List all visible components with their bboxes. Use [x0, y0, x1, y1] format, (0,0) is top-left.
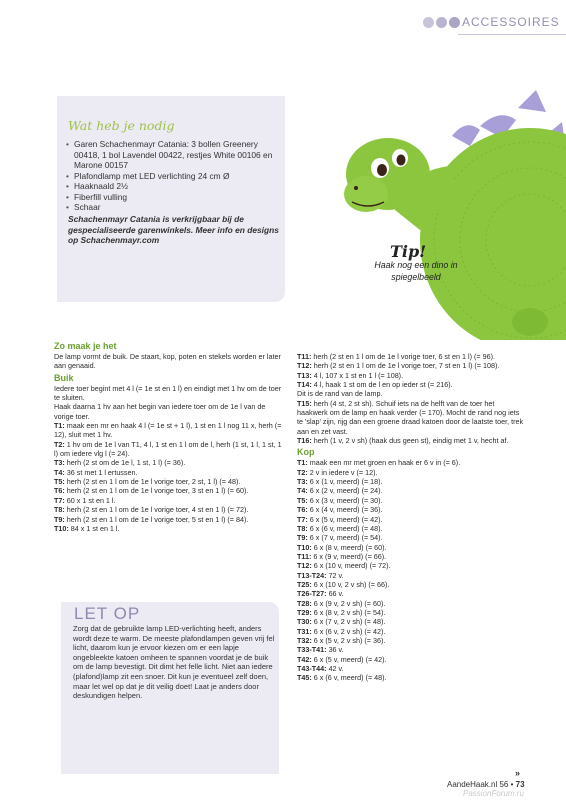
- round-row: [297, 436, 527, 445]
- round-row: [54, 440, 282, 459]
- section-heading: Kop: [297, 447, 315, 458]
- round-label: T26-T27:: [297, 589, 327, 599]
- round-row: [297, 636, 527, 645]
- round-row: [297, 533, 527, 542]
- round-text: 6 x (8 v, 2 v sh) (= 54).: [313, 607, 386, 617]
- round-text: 6 x (6 v, meerd) (= 48).: [313, 673, 387, 683]
- leg-shape: [512, 308, 548, 336]
- round-text: 6 x (9 v, 2 v sh) (= 60).: [313, 598, 386, 608]
- section-header: [0, 12, 566, 34]
- round-text: 1 hv om de 1e l van T1, 4 l, 1 st en 1 l om de l, herh (1 st, 1 l, 1 st, 1 l) om iedere vlg l (= 24).: [54, 439, 282, 459]
- round-row: [54, 505, 282, 514]
- round-row: [54, 477, 282, 486]
- round-row: [297, 645, 527, 654]
- round-text: 60 x 1 st en 1 l.: [66, 495, 116, 505]
- round-text: 6 x (6 v, meerd) (= 48).: [309, 523, 383, 533]
- continue-arrow-icon: »: [515, 768, 521, 778]
- round-label: T2:: [297, 467, 308, 477]
- eye-pupil-shape: [377, 164, 387, 176]
- warning-text: Zorg dat de gebruikte lamp LED-verlichting heeft, anders wordt deze te warm. De meeste plafondlampen geven vrij fel licht, daarom kun je ervoor kiezen om er een lapje ongebleekte katoen omheen te spannen voordat je de buik om de lamp bevestigt. Dit dimt het felle licht. Niet aan iedere (plafond)lamp zit een snoer. Dit kun je eventueel zelf doen, maar let wel op dat je dit veilig doet! Laat je anders door deskundigen helpen.: [73, 624, 275, 701]
- round-label: T6:: [297, 505, 308, 515]
- round-label: T11:: [297, 551, 312, 561]
- round-row: [297, 561, 527, 570]
- eye-pupil-shape: [397, 155, 406, 166]
- round-label: T6:: [54, 486, 65, 496]
- round-label: T12:: [297, 561, 312, 571]
- round-row: [297, 664, 527, 673]
- round-row: [297, 458, 527, 467]
- round-text: 36 st met 1 l ertussen.: [66, 467, 138, 477]
- dino-lamp-photo: [340, 90, 566, 340]
- round-row: [297, 399, 527, 436]
- nostril-shape: [354, 186, 358, 190]
- round-text: 6 x (5 v, 2 v sh) (= 36).: [313, 635, 386, 645]
- materials-title: Wat heb je nodig: [68, 118, 175, 133]
- round-text: 4 l, 107 x 1 st en 1 l (= 108).: [313, 370, 404, 380]
- dot-icon: [423, 17, 434, 28]
- round-label: T2:: [54, 439, 65, 449]
- round-label: T10:: [297, 542, 312, 552]
- paragraph: Iedere toer begint met 4 l (= 1e st en 1 l) en eindigt met 1 hv om de toer te sluiten.: [54, 383, 282, 403]
- round-text: 6 x (2 v, meerd) (= 24).: [309, 486, 383, 496]
- round-label: T10:: [54, 523, 69, 533]
- page-footer: [447, 780, 525, 789]
- round-text: herh (2 st en 1 l om de 1e l vorige toer, 3 st en 1 l) (= 60).: [66, 486, 249, 496]
- round-label: T15:: [297, 398, 312, 408]
- round-row: [297, 361, 527, 370]
- paragraph: Haak daarna 1 hv aan het begin van iedere toer om de 1e l van de vorige toer.: [54, 402, 266, 421]
- round-label: T14:: [297, 380, 312, 390]
- round-row: [54, 515, 282, 524]
- instructions-column-left: [54, 339, 282, 533]
- round-text: 6 x (6 v, 2 v sh) (= 42).: [313, 626, 386, 636]
- round-row: [297, 486, 527, 495]
- section-label: ACCESSOIRES: [462, 15, 560, 29]
- round-row: [297, 599, 527, 608]
- list-item: • Plafondlamp met LED verlichting 24 cm Ø: [66, 171, 280, 182]
- warning-title: LET OP: [74, 604, 141, 623]
- list-item: • Schaar: [66, 202, 280, 213]
- round-row: [54, 458, 282, 467]
- footer-separator: •: [510, 780, 514, 789]
- round-text: 6 x (3 v, meerd) (= 30).: [309, 495, 383, 505]
- dot-icon: [449, 17, 460, 28]
- round-label: T31:: [297, 626, 312, 636]
- round-text: herh (2 st en 1 l om de 1e l vorige toer, 5 st en 1 l) (= 84).: [66, 514, 249, 524]
- round-text: herh (2 st en 1 l om de 1e l vorige toer, 4 st en 1 l) (= 72).: [66, 505, 249, 515]
- list-item: • Fiberfill vulling: [66, 192, 280, 203]
- round-label: T11:: [297, 352, 312, 361]
- page-number: 73: [515, 780, 525, 789]
- round-row: [297, 524, 527, 533]
- dot-icon: [436, 17, 447, 28]
- round-label: T8:: [54, 505, 65, 515]
- round-text: 4 l, haak 1 st om de l en op ieder st (= 216).: [313, 380, 453, 390]
- round-label: T29:: [297, 607, 312, 617]
- round-text: 6 x (10 v, 2 v sh) (= 66).: [313, 579, 390, 589]
- decorative-dots: [423, 17, 460, 28]
- paragraph: De lamp vormt de buik. De staart, kop, poten en stekels worden er later aan genaaid.: [54, 352, 281, 371]
- round-label: T32:: [297, 635, 312, 645]
- round-text: maak een mr met groen en haak er 6 v in (= 6).: [309, 458, 461, 468]
- round-row: [297, 552, 527, 561]
- round-text: 6 x (9 v, meerd) (= 66).: [313, 551, 387, 561]
- round-text: maak een mr en haak 4 l (= 1e st + 1 l), 1 st en 1 l nog 11 x, herh (= 12), sluit met 1 hv.: [54, 421, 282, 440]
- round-row: [54, 468, 282, 477]
- round-row: [297, 468, 527, 477]
- round-label: T43-T44:: [297, 664, 327, 673]
- dino-illustration: [340, 90, 566, 340]
- round-label: T42:: [297, 654, 312, 664]
- tip-title: Tip!: [390, 242, 427, 261]
- round-row: [297, 543, 527, 552]
- round-text: 2 v in iedere v (= 12).: [309, 467, 378, 477]
- round-text: 42 v.: [328, 664, 344, 673]
- round-row: [54, 496, 282, 505]
- round-row: [54, 486, 282, 495]
- paragraph: Dit is de rand van de lamp.: [297, 389, 383, 399]
- round-row: [297, 580, 527, 589]
- round-label: T16:: [297, 436, 312, 446]
- round-text: 36 v.: [328, 645, 344, 655]
- round-row: [297, 617, 527, 626]
- round-text: herh (2 st en 1 l om de 1e l vorige toer, 2 st, 1 l) (= 48).: [66, 477, 241, 487]
- round-text: 66 v.: [328, 589, 344, 599]
- round-label: T13-T24:: [297, 570, 327, 580]
- spike-shape: [518, 90, 546, 112]
- round-row: [297, 515, 527, 524]
- round-label: T3:: [297, 477, 308, 487]
- round-row: [297, 505, 527, 514]
- round-row: [297, 673, 527, 682]
- round-text: 84 x 1 st en 1 l.: [70, 523, 120, 533]
- round-row: [297, 571, 527, 580]
- round-label: T7:: [54, 495, 65, 505]
- round-label: T13:: [297, 370, 312, 380]
- round-label: T1:: [297, 458, 308, 468]
- round-row: [54, 421, 282, 440]
- round-row: [297, 627, 527, 636]
- section-heading: Buik: [54, 372, 74, 383]
- magazine-name: AandeHaak.nl 56: [447, 780, 509, 789]
- round-label: T28:: [297, 598, 312, 608]
- round-text: 6 x (5 v, meerd) (= 42).: [309, 514, 383, 524]
- round-label: T7:: [297, 514, 308, 524]
- round-text: 6 x (8 v, meerd) (= 60).: [313, 542, 387, 552]
- round-text: 6 x (1 v, meerd) (= 18).: [309, 477, 383, 487]
- round-text: herh (4 st, 2 st sh). Schuif iets na de helft van de toer het haakwerk om de lamp en haak verder (= 170). Mocht de rand nog iets te 'slap' zijn, rijg dan een groene draad katoen door de laatste toer, trek aan en zet vast.: [297, 398, 524, 436]
- round-text: 6 x (4 v, meerd) (= 36).: [309, 505, 383, 515]
- round-text: 6 x (7 v, 2 v sh) (= 48).: [313, 617, 386, 627]
- list-item: • Haaknaald 2½: [66, 181, 280, 192]
- round-label: T5:: [54, 477, 65, 487]
- list-item: • Garen Schachenmayr Catania: 3 bollen Greenery 00418, 1 bol Lavendel 00422, restjes White 00106 en Marone 00157: [66, 139, 280, 171]
- round-row: [297, 608, 527, 617]
- round-label: T12:: [297, 361, 312, 371]
- round-label: T4:: [297, 486, 308, 496]
- round-text: 6 x (10 v, meerd) (= 72).: [313, 561, 391, 571]
- watermark: PassionForum.ru: [463, 789, 524, 798]
- section-heading: Zo maak je het: [54, 341, 117, 351]
- round-text: 6 x (5 v, meerd) (= 42).: [313, 654, 387, 664]
- round-row: [297, 477, 527, 486]
- round-text: 6 x (7 v, meerd) (= 54).: [309, 533, 383, 543]
- round-text: 72 v.: [328, 570, 344, 580]
- round-text: herh (2 st en 1 l om de 1e l vorige toer, 6 st en 1 l) (= 96).: [313, 352, 495, 361]
- round-label: T8:: [297, 523, 308, 533]
- round-row: [297, 380, 527, 389]
- round-label: T25:: [297, 579, 312, 589]
- round-row: [297, 655, 527, 664]
- round-label: T30:: [297, 617, 312, 627]
- round-text: herh (1 v, 2 v sh) (haak dus geen st), eindig met 1 v, hecht af.: [313, 436, 509, 446]
- round-label: T9:: [54, 514, 65, 524]
- round-label: T4:: [54, 467, 65, 477]
- tip-text: Haak nog een dino in spiegelbeeld: [374, 260, 458, 282]
- round-label: T3:: [54, 458, 65, 468]
- round-row: [297, 352, 527, 361]
- header-divider: [458, 34, 566, 35]
- round-row: [297, 371, 527, 380]
- body-disc-shape: [420, 128, 566, 340]
- round-label: T33-T41:: [297, 645, 327, 655]
- availability-note: Schachenmayr Catania is verkrijgbaar bij de gespecialiseerde garenwinkels. Meer info en designs op Schachenmayr.com: [68, 214, 279, 245]
- round-label: T9:: [297, 533, 308, 543]
- round-row: [297, 589, 527, 598]
- round-label: T1:: [54, 421, 65, 431]
- round-label: T5:: [297, 495, 308, 505]
- round-label: T45:: [297, 673, 312, 683]
- materials-list: [66, 139, 280, 213]
- round-text: herh (2 st en 1 l om de 1e l vorige toer, 7 st en 1 l) (= 108).: [313, 361, 500, 371]
- round-row: [54, 524, 282, 533]
- round-row: [297, 496, 527, 505]
- instructions-column-right: [297, 352, 527, 683]
- round-text: herh (2 st om de 1e l, 1 st, 1 l) (= 36).: [66, 458, 186, 468]
